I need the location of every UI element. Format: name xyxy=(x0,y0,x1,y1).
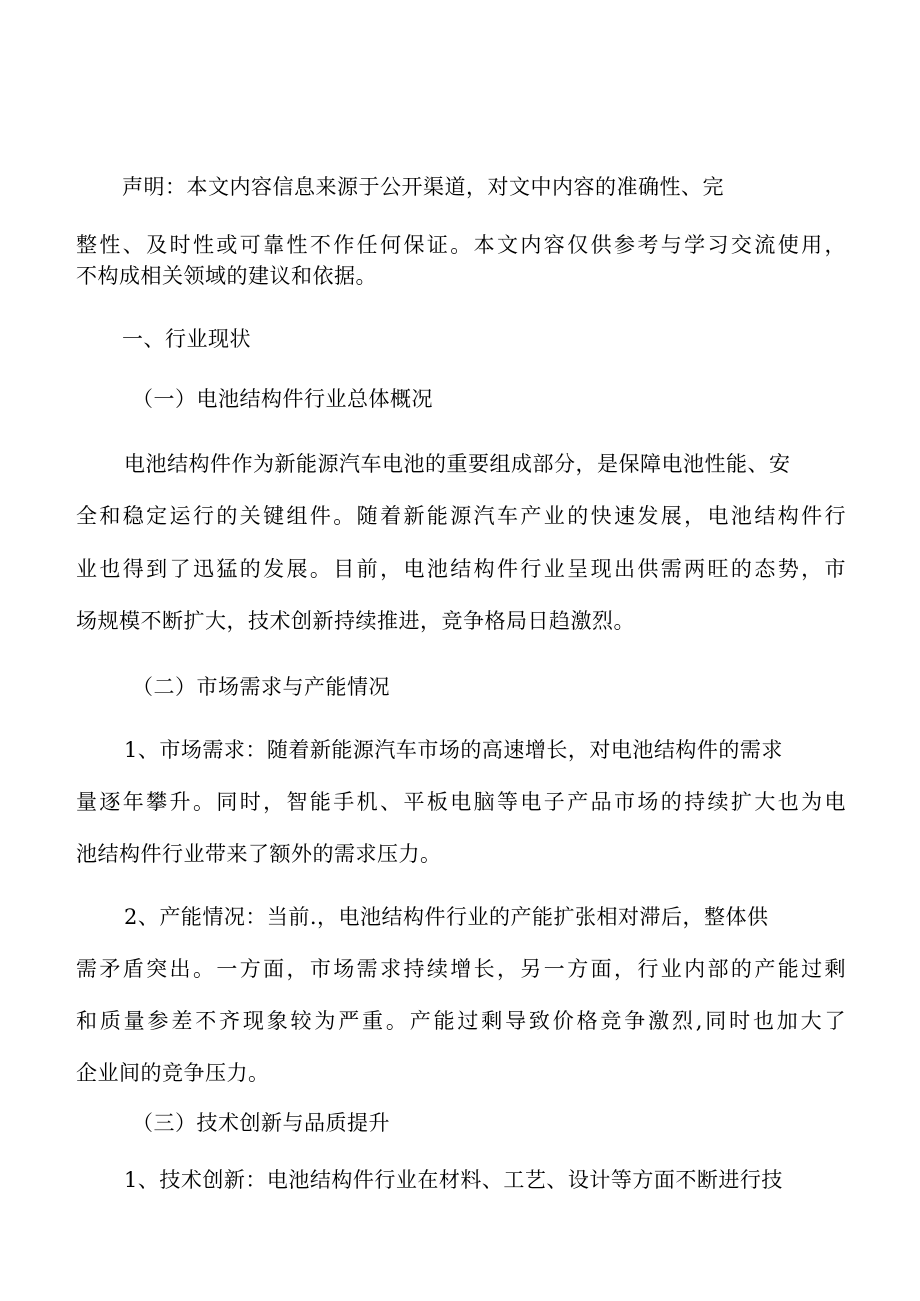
disclaimer-line-2: 整性、及时性或可靠性不作任何保证。本文内容仅供参考与学习交流使用， xyxy=(76,233,846,257)
subheading-market-capacity: （二）市场需求与产能情况 xyxy=(132,675,390,699)
disclaimer-line-1: 声明：本文内容信息来源于公开渠道，对文中内容的准确性、完 xyxy=(122,175,724,199)
overview-para-line-2: 全和稳定运行的关键组件。随着新能源汽车产业的快速发展，电池结构件行 xyxy=(76,504,846,528)
market-demand-line-2: 量逐年攀升。同时，智能手机、平板电脑等电子产品市场的持续扩大也为电 xyxy=(76,790,846,814)
subheading-overview: （一）电池结构件行业总体概况 xyxy=(132,387,433,411)
market-demand-line-1: 1、市场需求：随着新能源汽车市场的高速增长，对电池结构件的需求 xyxy=(124,738,783,762)
capacity-line-3: 和质量参差不齐现象较为严重。产能过剩导致价格竞争激烈,同时也加大了 xyxy=(76,1009,846,1033)
disclaimer-line-3: 不构成相关领域的建议和依据。 xyxy=(76,264,377,288)
overview-para-line-1: 电池结构件作为新能源汽车电池的重要组成部分，是保障电池性能、安 xyxy=(124,452,791,476)
section-heading-industry-status: 一、行业现状 xyxy=(122,327,251,351)
capacity-line-1: 2、产能情况：当前.，电池结构件行业的产能扩张相对滞后，整体供 xyxy=(124,905,769,929)
market-demand-line-3: 池结构件行业带来了额外的需求压力。 xyxy=(76,842,442,866)
overview-para-line-3: 业也得到了迅猛的发展。目前，电池结构件行业呈现出供需两旺的态势，市 xyxy=(76,557,846,581)
overview-para-line-4: 场规模不断扩大，技术创新持续推进，竞争格局日趋激烈。 xyxy=(76,609,635,633)
capacity-line-2: 需矛盾突出。一方面，市场需求持续增长，另一方面，行业内部的产能过剩 xyxy=(76,957,846,981)
capacity-line-4: 企业间的竞争压力。 xyxy=(76,1061,270,1085)
innovation-line-1: 1、技术创新：电池结构件行业在材料、工艺、设计等方面不断进行技 xyxy=(124,1168,783,1192)
subheading-innovation-quality: （三）技术创新与品质提升 xyxy=(132,1111,390,1135)
